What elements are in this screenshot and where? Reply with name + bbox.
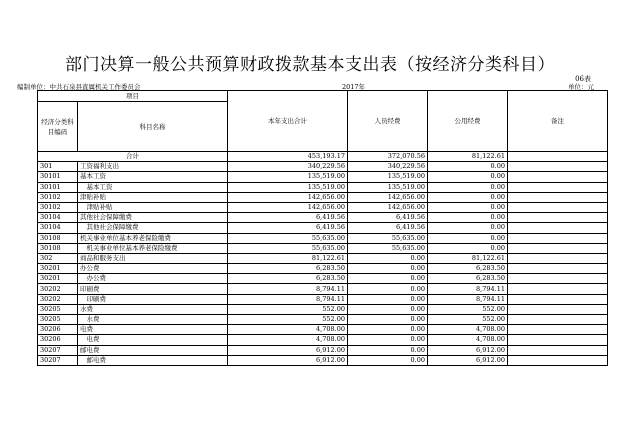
- row-name: 印刷费: [78, 294, 228, 304]
- row-personnel: 0.00: [348, 284, 428, 294]
- table-row: [38, 325, 608, 335]
- row-public: 81,122.61: [428, 253, 508, 263]
- row-remark: [508, 264, 608, 274]
- org-label: 编制单位：中共石泉县直属机关工作委员会: [17, 83, 141, 91]
- row-personnel: 55,635.00: [348, 243, 428, 253]
- total-total: 453,193.17: [228, 152, 348, 162]
- row-total: 142,656.00: [228, 202, 348, 212]
- row-code: 30104: [38, 213, 78, 223]
- row-personnel: 135,519.00: [348, 172, 428, 182]
- table-row: [38, 274, 608, 284]
- row-total: 6,283.50: [228, 264, 348, 274]
- row-name: 办公费: [78, 274, 228, 284]
- row-remark: [508, 253, 608, 263]
- row-name: 电费: [78, 335, 228, 345]
- row-name: 其他社会保障缴费: [78, 223, 228, 233]
- row-personnel: 135,519.00: [348, 182, 428, 192]
- row-code: 30205: [38, 315, 78, 325]
- row-code: 30201: [38, 264, 78, 274]
- row-personnel: 0.00: [348, 335, 428, 345]
- expense-table: [37, 90, 608, 366]
- row-name: 工资福利支出: [78, 162, 228, 172]
- row-code: 30206: [38, 325, 78, 335]
- row-public: 0.00: [428, 243, 508, 253]
- row-total: 6,912.00: [228, 345, 348, 355]
- row-remark: [508, 345, 608, 355]
- row-name: 其他社会保障缴费: [78, 213, 228, 223]
- row-public: 6,283.50: [428, 264, 508, 274]
- row-code: 30207: [38, 345, 78, 355]
- row-name: 基本工资: [78, 182, 228, 192]
- row-public: 0.00: [428, 223, 508, 233]
- row-total: 135,519.00: [228, 182, 348, 192]
- table-row: [38, 294, 608, 304]
- row-remark: [508, 325, 608, 335]
- total-public: 81,122.61: [428, 152, 508, 162]
- header-public: 公用经费: [428, 91, 508, 152]
- row-total: 8,794.11: [228, 294, 348, 304]
- row-public: 0.00: [428, 182, 508, 192]
- row-remark: [508, 202, 608, 212]
- row-code: 30101: [38, 172, 78, 182]
- total-row: [38, 152, 608, 162]
- row-remark: [508, 304, 608, 314]
- table-row: [38, 304, 608, 314]
- table-row: [38, 172, 608, 182]
- row-public: 552.00: [428, 304, 508, 314]
- total-label: 合计: [38, 152, 228, 162]
- row-total: 6,419.56: [228, 223, 348, 233]
- row-total: 340,229.56: [228, 162, 348, 172]
- row-personnel: 0.00: [348, 355, 428, 365]
- row-name: 商品和服务支出: [78, 253, 228, 263]
- row-code: 30102: [38, 202, 78, 212]
- row-remark: [508, 355, 608, 365]
- row-code: 30206: [38, 335, 78, 345]
- row-code: 30205: [38, 304, 78, 314]
- row-code: 30201: [38, 274, 78, 284]
- row-name: 水费: [78, 315, 228, 325]
- table-row: [38, 202, 608, 212]
- header-econ-code: 经济分类科目编码: [38, 102, 78, 152]
- table-row: [38, 243, 608, 253]
- row-name: 水费: [78, 304, 228, 314]
- row-public: 4,708.00: [428, 335, 508, 345]
- row-total: 6,912.00: [228, 355, 348, 365]
- table-row: [38, 264, 608, 274]
- row-total: 55,635.00: [228, 243, 348, 253]
- table-row: [38, 162, 608, 172]
- row-personnel: 0.00: [348, 304, 428, 314]
- row-code: 30108: [38, 243, 78, 253]
- row-personnel: 55,635.00: [348, 233, 428, 243]
- table-row: [38, 315, 608, 325]
- row-public: 6,283.50: [428, 274, 508, 284]
- table-row: [38, 253, 608, 263]
- row-public: 0.00: [428, 162, 508, 172]
- row-total: 552.00: [228, 315, 348, 325]
- row-personnel: 0.00: [348, 315, 428, 325]
- row-code: 30101: [38, 182, 78, 192]
- header-subject-name: 科目名称: [78, 102, 228, 152]
- row-public: 0.00: [428, 192, 508, 202]
- row-total: 4,708.00: [228, 325, 348, 335]
- form-code: 06表: [575, 75, 591, 83]
- row-public: 8,794.11: [428, 294, 508, 304]
- row-code: 30108: [38, 233, 78, 243]
- row-remark: [508, 162, 608, 172]
- row-personnel: 0.00: [348, 345, 428, 355]
- row-name: 机关事业单位基本养老保险缴费: [78, 243, 228, 253]
- row-personnel: 142,656.00: [348, 192, 428, 202]
- row-public: 552.00: [428, 315, 508, 325]
- row-public: 0.00: [428, 213, 508, 223]
- header-total: 本年支出合计: [228, 91, 348, 152]
- table-row: [38, 345, 608, 355]
- row-public: 8,794.11: [428, 284, 508, 294]
- row-name: 电费: [78, 325, 228, 335]
- table-row: [38, 335, 608, 345]
- row-remark: [508, 294, 608, 304]
- row-total: 4,708.00: [228, 335, 348, 345]
- row-total: 135,519.00: [228, 172, 348, 182]
- row-personnel: 6,419.56: [348, 213, 428, 223]
- row-remark: [508, 243, 608, 253]
- row-personnel: 340,229.56: [348, 162, 428, 172]
- row-personnel: 0.00: [348, 294, 428, 304]
- row-total: 55,635.00: [228, 233, 348, 243]
- table-row: [38, 182, 608, 192]
- row-personnel: 0.00: [348, 264, 428, 274]
- row-name: 办公费: [78, 264, 228, 274]
- row-personnel: 6,419.56: [348, 223, 428, 233]
- row-public: 6,912.00: [428, 345, 508, 355]
- row-remark: [508, 213, 608, 223]
- row-code: 302: [38, 253, 78, 263]
- row-personnel: 142,656.00: [348, 202, 428, 212]
- row-remark: [508, 335, 608, 345]
- row-total: 552.00: [228, 304, 348, 314]
- row-personnel: 0.00: [348, 274, 428, 284]
- header-personnel: 人员经费: [348, 91, 428, 152]
- row-total: 8,794.11: [228, 284, 348, 294]
- table-row: [38, 284, 608, 294]
- total-remark: [508, 152, 608, 162]
- row-remark: [508, 315, 608, 325]
- row-name: 基本工资: [78, 172, 228, 182]
- row-public: 0.00: [428, 233, 508, 243]
- row-name: 机关事业单位基本养老保险缴费: [78, 233, 228, 243]
- row-code: 30104: [38, 223, 78, 233]
- row-remark: [508, 172, 608, 182]
- row-name: 印刷费: [78, 284, 228, 294]
- table-row: [38, 355, 608, 365]
- row-public: 6,912.00: [428, 355, 508, 365]
- row-code: 30207: [38, 355, 78, 365]
- page-title: 部门决算一般公共预算财政拨款基本支出表（按经济分类科目）: [65, 55, 555, 75]
- row-remark: [508, 182, 608, 192]
- row-remark: [508, 284, 608, 294]
- row-total: 81,122.61: [228, 253, 348, 263]
- row-total: 6,419.56: [228, 213, 348, 223]
- header-remark: 备注: [508, 91, 608, 152]
- row-remark: [508, 223, 608, 233]
- row-name: 津贴补贴: [78, 192, 228, 202]
- total-personnel: 372,070.56: [348, 152, 428, 162]
- row-total: 142,656.00: [228, 192, 348, 202]
- table-row: [38, 213, 608, 223]
- row-code: 30202: [38, 284, 78, 294]
- row-name: 津贴补贴: [78, 202, 228, 212]
- table-row: [38, 233, 608, 243]
- row-public: 4,708.00: [428, 325, 508, 335]
- year-label: 2017年: [342, 83, 366, 91]
- row-total: 6,283.50: [228, 274, 348, 284]
- row-remark: [508, 233, 608, 243]
- row-code: 301: [38, 162, 78, 172]
- table-row: [38, 192, 608, 202]
- row-public: 0.00: [428, 172, 508, 182]
- row-name: 邮电费: [78, 345, 228, 355]
- row-code: 30102: [38, 192, 78, 202]
- row-public: 0.00: [428, 202, 508, 212]
- row-personnel: 0.00: [348, 253, 428, 263]
- unit-label: 单位：元: [568, 83, 594, 91]
- table-row: [38, 223, 608, 233]
- row-code: 30202: [38, 294, 78, 304]
- header-item-group: 项目: [38, 91, 228, 102]
- row-personnel: 0.00: [348, 325, 428, 335]
- row-remark: [508, 192, 608, 202]
- row-name: 邮电费: [78, 355, 228, 365]
- row-remark: [508, 274, 608, 284]
